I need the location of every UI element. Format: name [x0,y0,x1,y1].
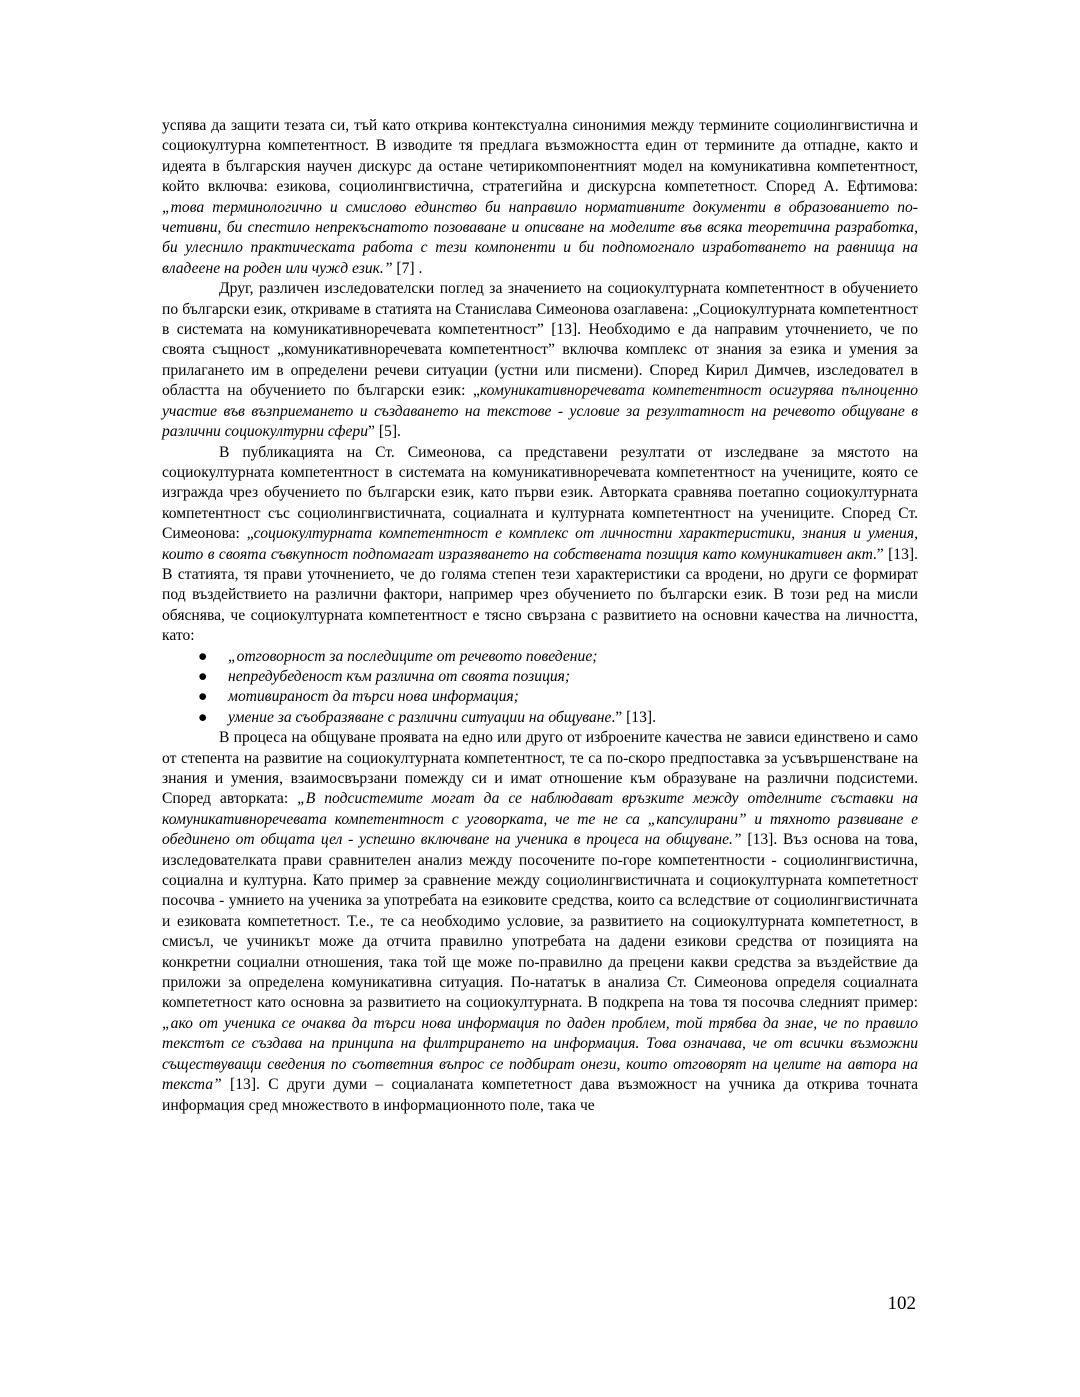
paragraph-1 [162,116,918,279]
text: [13]. С други думи – социаланата компететност дава възможност на учника да открива точната информация сред множеството в информационното поле, така че [162,1076,918,1114]
list-item-text: „отговорност за последиците от речевото поведение; [228,647,598,665]
citation: .” [13]. [611,708,656,726]
quote: комуникативноречевата компетентност осигурява пълноценно участие във възприемането и създаването на текстове - условие за резултатност на речевото общуване в различни социокултурни сфери [162,382,918,441]
citation: ” [5]. [368,423,401,441]
page-body [162,116,918,1116]
text: Друг, различен изследователски поглед за значението на социокултурната компетентност в обучението по български език, откриваме в статията на Станислава Симеонова озаглавена: „Социокултурната компетентност в системата на комуникативноречевата компетентност” [13]. Необходимо е да направим уточнението, че по своята същност „комуникативноречевата компетентност” включва комплекс от знания за езика и умения за прилагането им в определени речеви ситуации (устни или писмени). Според Кирил Димчев, изследовател в областта на обучението по български език: „ [162,280,918,400]
quote: „В подсистемите могат да се наблюдават връзките между отделните съставки на комуникативноречевата компетентност с уговорката, че те не са „капсулирани” и тяхното развиване е обединено от общата цел - успешно включване на ученика в процеса на общуване.” [162,790,918,849]
paragraph-2 [162,279,918,442]
list-item-text: непредубеденост към различна от своята позиция; [228,667,571,685]
list-item-text: мотивираност да търси нова информация; [228,688,519,706]
bullet-icon: ● [198,708,208,726]
paragraph-3 [162,443,918,647]
bullet-icon: ● [198,688,208,706]
paragraph-4 [162,728,918,1116]
list-item-text: умение за съобразяване с различни ситуации на общуване [228,708,612,726]
text: успява да защити тезата си, тъй като открива контекстуална синонимия между термините социолингвистична и социокултурна компетентност. В изводите тя предлага възможността един от термините да отпадне, както и идеята в българския научен дискурс да остане четирикомпонентният модел на комуникативна компетентност, който включва: езикова, социолингвистична, стратегийна и дискурсна компететност. Според А. Ефтимова: [162,117,918,196]
bullet-icon: ● [198,667,208,685]
citation: [7] . [392,259,423,277]
quote: „ако от ученика се очаква да търси нова информация по даден проблем, той трябва да знае, че по правило текстът се създава на принципа на филтрирането на информация. Това означава, че от всички възможни съществуващи сведения по съответния въпрос се подбират онези, които отговорят на целите на автора на текста” [162,1014,918,1094]
bullet-icon: ● [198,647,208,665]
page-number: 102 [887,1293,916,1314]
quote: „това терминологично и смислово единство би направило нормативните документи в образованието по-четивни, би спестило непрекъснатото позоваване и описване на моделите във всяка теоретична разработка, би улеснило практическата работа с тези компоненти и би подпомогнало изработването на равнища на владеене на роден или чужд език.” [162,198,918,277]
text: [13]. Въз основа на това, изследователката прави сравнителен анализ между посочените по-горе компетентности - социолингвистична, социална и културна. Като пример за сравнение между социолингвистичната и социокултурната компететност посочва - умнието на ученика за употребата на езиковите средства, които са вследствие от социолингвистичната и езиковата компететност. Т.е., те са необходимо условие, за развитието на социокултурната компететност, в смисъл, че учиникът може да отчита правилно употребата на дадени езикови средства от позицията на конкретни социални отношения, така той ще може по-правилно да прецени какви средства за въздействие да приложи за определена комуникативна ситуация. По-нататък в анализа Ст. Симеонова определя социалната компететност като основна за развитието на социокултурната. В подкрепа на това тя посочва следният пример: [162,831,918,1012]
text: .” [13]. В статията, тя прави уточнението, че до голяма степен тези характеристики са вродени, но други се формират под въздействието на различни фактори, например чрез обучението по български език. В този ред на мисли обяснява, че социокултурната компетентност е тясно свързана с развитието на основни качества на личността, като: [162,545,918,645]
list-item [198,687,918,707]
bullet-list [162,647,918,729]
text: В процеса на общуване проявата на едно или друго от изброените качества не зависи единствено и само от степента на развитие на социокултурната компетентност, те са по-скоро предпоставка за усъвършенстване на знания и умения, взаимосвързани помежду си и имат отношение към образуване на различни подсистеми. Според авторката: [162,729,918,808]
quote: социокултурната компетентност е комплекс от личностни характеристики, знания и умения, които в своята съвкупност подпомагат изразяването на собствената позиция като комуникативен акт [162,525,918,563]
text: В публикацията на Ст. Симеонова, са представени резултати от изследване за мястото на социокултурната компетентност в системата на комуникативноречевата компетентност на учениците, която се изгражда чрез обучението по български език, като първи език. Авторката сравнява поетапно социокултурната компетентност със социолингвистичната, социалната и културната компетентност на учениците. Според Ст. Симеонова: „ [162,443,918,543]
list-item [198,647,918,667]
list-item [198,708,918,728]
list-item [198,667,918,687]
